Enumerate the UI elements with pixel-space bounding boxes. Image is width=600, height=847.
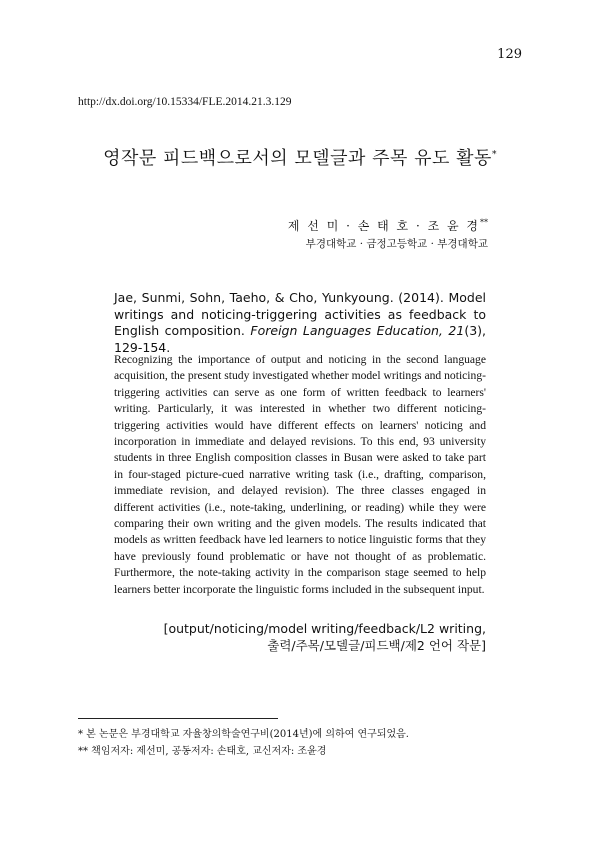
page-number: 129 bbox=[497, 47, 522, 62]
citation-lead: Jae, Sunmi, Sohn, Taeho, & Cho, Yunkyoung. (2014). Model writings and noticing-triggering activities as feedback to English composition. bbox=[114, 290, 486, 338]
keywords bbox=[114, 620, 486, 654]
affiliations: 부경대학교 · 금정고등학교 · 부경대학교 bbox=[305, 238, 488, 250]
author-names: 제 선 미 · 손 태 호 · 조 윤 경 bbox=[287, 219, 480, 233]
title-footnote-mark: * bbox=[491, 150, 497, 160]
keywords-english: [output/noticing/model writing/feedback/L2 writing, bbox=[163, 621, 486, 636]
author-footnote-mark: ** bbox=[480, 218, 488, 227]
abstract-text: Recognizing the importance of output and noticing in the second language acquisition, the present study investigated whether model writings and noticing-triggering activities can serve as one form of written feedback to learners' writing. Particularly, it was interested in whether two different noticing-triggering activities would have different effects on learners' noticing and incorporation in immediate and delayed revisions. To this end, 93 university students in three English composition classes in Busan were asked to take part in four-staged picture-cued narrative writing task (i.e., drafting, comparison, immediate revision, and delayed revision). The three classes engaged in different activities (i.e., note-taking, underlining, or reading) while they were comparing their own writing and the given models. The results indicated that models as written feedback have led learners to notice linguistic forms that they have previously found problematic or have not thought of as problematic. Furthermore, the note-taking activity in the comparison stage seemed to help learners better incorporate the linguistic forms included in the subsequent input. bbox=[114, 353, 486, 596]
citation bbox=[114, 290, 486, 356]
doi-link[interactable]: http://dx.doi.org/10.15334/FLE.2014.21.3.129 bbox=[78, 96, 292, 108]
keywords-korean: 출력/주목/모델글/피드백/제2 언어 작문] bbox=[267, 638, 486, 653]
footnote-authors: ** 책임저자: 제선미, 공동저자: 손태호, 교신저자: 조윤경 bbox=[78, 746, 327, 757]
footnote-funding: * 본 논문은 부경대학교 자율창의학술연구비(2014년)에 의하여 연구되었음. bbox=[78, 729, 409, 740]
citation-journal: Foreign Languages Education, 21 bbox=[250, 323, 465, 338]
footnote-divider bbox=[78, 718, 278, 719]
title-text: 영작문 피드백으로서의 모델글과 주목 유도 활동 bbox=[103, 148, 492, 169]
paper-title bbox=[0, 144, 600, 170]
citation-tail: (3), 129-154. bbox=[114, 323, 487, 355]
author-list bbox=[288, 217, 488, 234]
footnotes bbox=[78, 726, 528, 760]
